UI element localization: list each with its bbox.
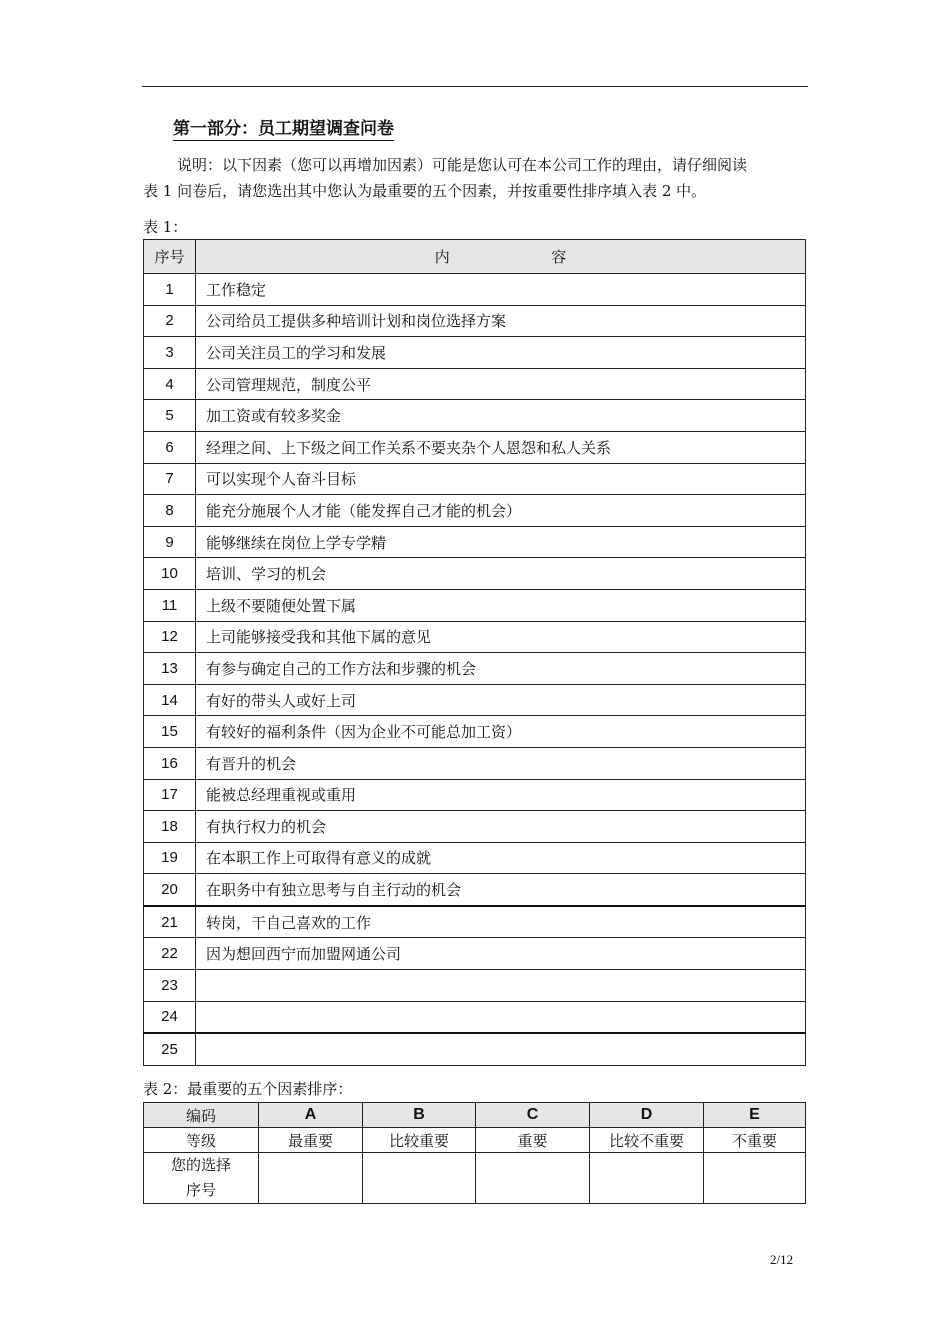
table-row: [144, 368, 806, 400]
row-number: 2: [144, 305, 196, 337]
row-number: 11: [144, 589, 196, 621]
intro-paragraph: [143, 152, 811, 204]
row-number: 8: [144, 495, 196, 527]
row-content: 在职务中有独立思考与自主行动的机会: [196, 874, 806, 906]
table-row: [144, 747, 806, 779]
row-number: 23: [144, 970, 196, 1002]
table-row: [144, 463, 806, 495]
row-number: 16: [144, 747, 196, 779]
page-number: 2/12: [770, 1252, 794, 1267]
row-number: 9: [144, 526, 196, 558]
row-number: 10: [144, 558, 196, 590]
table-row: [144, 684, 806, 716]
table-row: [144, 779, 806, 811]
code-b: B: [363, 1103, 476, 1128]
content-header-right: 容: [551, 248, 567, 266]
table-row: [144, 526, 806, 558]
row-content: 有执行权力的机会: [196, 811, 806, 843]
row-number: 4: [144, 368, 196, 400]
row-content: 转岗，干自己喜欢的工作: [196, 906, 806, 938]
table-row: [144, 874, 806, 906]
row-content: 有好的带头人或好上司: [196, 684, 806, 716]
table-row: [144, 1033, 806, 1065]
content-header: [196, 240, 806, 274]
row-content: 有晋升的机会: [196, 747, 806, 779]
row-number: 21: [144, 906, 196, 938]
row-content: 在本职工作上可取得有意义的成就: [196, 842, 806, 874]
table-row: [144, 653, 806, 685]
row-number: 15: [144, 716, 196, 748]
choice-cell-a[interactable]: [259, 1153, 363, 1204]
row-number: 25: [144, 1033, 196, 1065]
intro-line-2: 表 1 问卷后，请您选出其中您认为最重要的五个因素，并按重要性排序填入表 2 中。: [143, 182, 707, 200]
table-row: [144, 305, 806, 337]
row-content: 公司关注员工的学习和发展: [196, 337, 806, 369]
table-row: [144, 1001, 806, 1033]
row-content: 能够继续在岗位上学专学精: [196, 526, 806, 558]
table-row: [144, 274, 806, 306]
choice-cell-c[interactable]: [476, 1153, 590, 1204]
row-content: 公司管理规范，制度公平: [196, 368, 806, 400]
row-content[interactable]: [196, 970, 806, 1002]
row-content[interactable]: [196, 1001, 806, 1033]
table-row: [144, 906, 806, 938]
choice-cell-b[interactable]: [363, 1153, 476, 1204]
row-content: 培训、学习的机会: [196, 558, 806, 590]
section-title: 第一部分：员工期望调查问卷: [173, 114, 394, 141]
row-content: 上级不要随便处置下属: [196, 589, 806, 621]
intro-line-1: 说明：以下因素（您可以再增加因素）可能是您认可在本公司工作的理由，请仔细阅读: [177, 156, 748, 174]
table-row: [144, 558, 806, 590]
table-row: [144, 431, 806, 463]
choice-label-line2: 序号: [185, 1181, 216, 1199]
row-content[interactable]: [196, 1033, 806, 1065]
grade-d: 比较不重要: [590, 1128, 704, 1153]
row-content: 能充分施展个人才能（能发挥自己才能的机会）: [196, 495, 806, 527]
row-number: 5: [144, 400, 196, 432]
row-number: 22: [144, 938, 196, 970]
ranking-table: [143, 1102, 806, 1204]
choice-cell-d[interactable]: [590, 1153, 704, 1204]
grade-c: 重要: [476, 1128, 590, 1153]
ranking-choice-row: [144, 1153, 806, 1204]
factors-table: [143, 239, 806, 1066]
row-content: 加工资或有较多奖金: [196, 400, 806, 432]
row-number: 7: [144, 463, 196, 495]
table-row: [144, 811, 806, 843]
row-content: 经理之间、上下级之间工作关系不要夹杂个人恩怨和私人关系: [196, 431, 806, 463]
seq-header: 序号: [144, 240, 196, 274]
row-number: 20: [144, 874, 196, 906]
row-number: 14: [144, 684, 196, 716]
row-content: 因为想回西宁而加盟网通公司: [196, 938, 806, 970]
choice-cell-e[interactable]: [704, 1153, 806, 1204]
row-number: 12: [144, 621, 196, 653]
table-row: [144, 938, 806, 970]
code-d: D: [590, 1103, 704, 1128]
table-row: [144, 495, 806, 527]
table-row: [144, 621, 806, 653]
row-number: 19: [144, 842, 196, 874]
code-c: C: [476, 1103, 590, 1128]
content-header-left: 内: [434, 248, 450, 266]
ranking-grade-row: [144, 1128, 806, 1153]
code-a: A: [259, 1103, 363, 1128]
table-row: [144, 970, 806, 1002]
row-content: 上司能够接受我和其他下属的意见: [196, 621, 806, 653]
table-row: [144, 589, 806, 621]
row-number: 13: [144, 653, 196, 685]
table2-label: 表 2：最重要的五个因素排序：: [143, 1080, 353, 1098]
grade-label: 等级: [144, 1128, 259, 1153]
row-content: 可以实现个人奋斗目标: [196, 463, 806, 495]
row-content: 有参与确定自己的工作方法和步骤的机会: [196, 653, 806, 685]
factors-table-header: [144, 240, 806, 274]
row-number: 17: [144, 779, 196, 811]
table-row: [144, 337, 806, 369]
table-row: [144, 716, 806, 748]
code-e: E: [704, 1103, 806, 1128]
row-content: 工作稳定: [196, 274, 806, 306]
row-number: 18: [144, 811, 196, 843]
table-row: [144, 842, 806, 874]
row-number: 3: [144, 337, 196, 369]
grade-a: 最重要: [259, 1128, 363, 1153]
header-rule: [142, 86, 808, 87]
row-content: 公司给员工提供多种培训计划和岗位选择方案: [196, 305, 806, 337]
row-content: 有较好的福利条件（因为企业不可能总加工资）: [196, 716, 806, 748]
table1-label: 表 1：: [143, 218, 188, 236]
ranking-code-row: [144, 1103, 806, 1128]
choice-label-line1: 您的选择: [170, 1156, 231, 1174]
factors-table-body: [144, 274, 806, 1066]
row-number: 6: [144, 431, 196, 463]
row-number: 1: [144, 274, 196, 306]
grade-e: 不重要: [704, 1128, 806, 1153]
row-content: 能被总经理重视或重用: [196, 779, 806, 811]
row-number: 24: [144, 1001, 196, 1033]
choice-label: [144, 1153, 259, 1204]
code-label: 编码: [144, 1103, 259, 1128]
grade-b: 比较重要: [363, 1128, 476, 1153]
table-row: [144, 400, 806, 432]
